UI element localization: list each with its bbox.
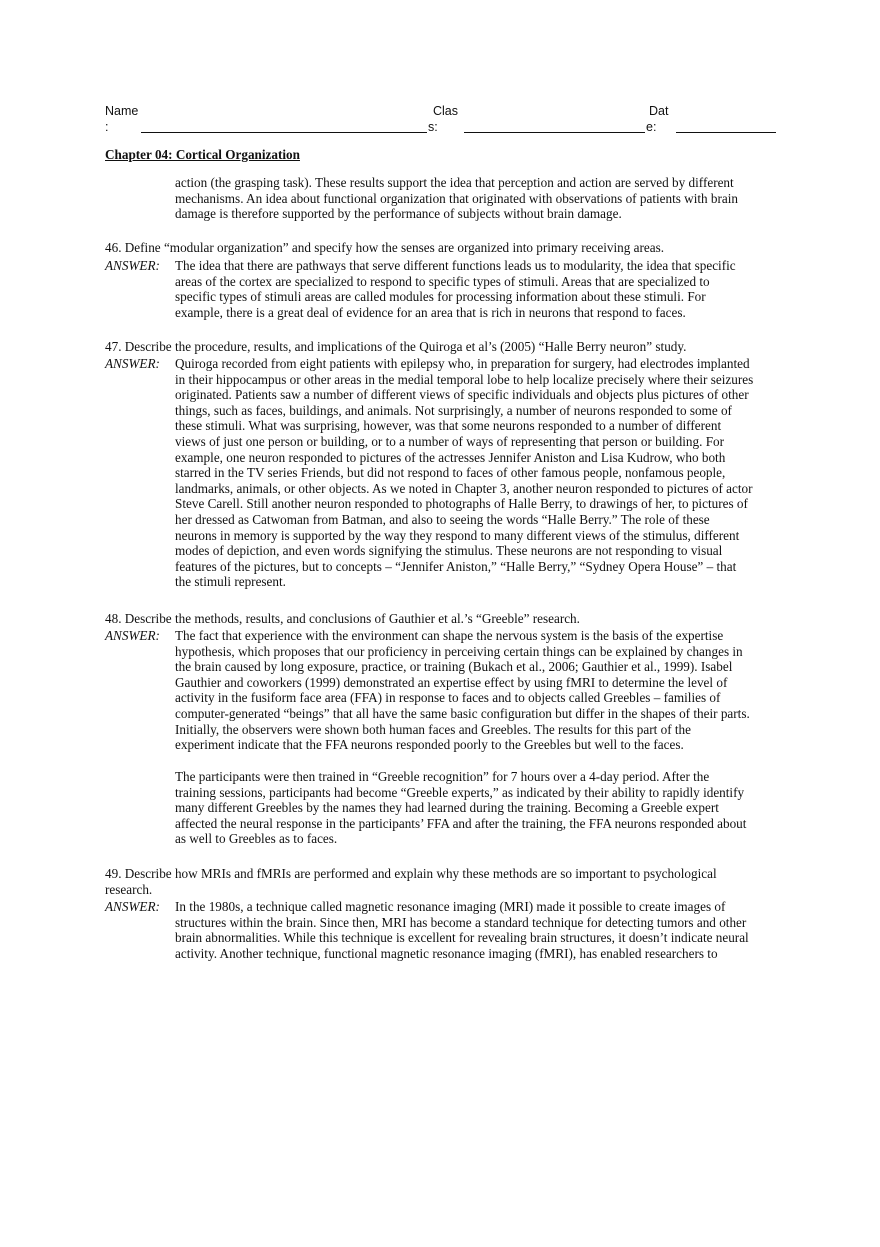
- text-line: Steve Carell. Still another neuron responded to photographs of Halle Berry, to drawings of her, to pictures of: [175, 496, 748, 512]
- text-line: brain abnormalities. While this technique is excellent for revealing brain structures, it doesn’t indicate neural: [175, 930, 749, 946]
- text-line: hypothesis, which proposes that our proficiency in perceiving certain things can be explained by changes in: [175, 643, 743, 659]
- question-48: [105, 611, 580, 627]
- text-line: these stimuli. What was surprising, however, was that some neurons responded to a number of different: [175, 418, 722, 434]
- question-text: research.: [105, 881, 153, 897]
- text-line: starred in the TV series Friends, but did not respond to faces of other famous people, nonfamous people,: [175, 465, 726, 481]
- text-line: Initially, the observers were shown both human faces and Greebles. The results for this part of the: [175, 721, 691, 737]
- question-text: 48. Describe the methods, results, and conclusions of Gauthier et al.’s “Greeble” research.: [105, 611, 580, 626]
- text-line: mechanisms. An idea about functional organization that originated with observations of patients with brain: [175, 190, 739, 206]
- text-line: In the 1980s, a technique called magnetic resonance imaging (MRI) made it possible to create images of: [175, 899, 726, 914]
- question-47: [105, 339, 686, 355]
- name-field-line[interactable]: [141, 132, 427, 133]
- class-label-bottom: s:: [428, 120, 438, 134]
- date-label: [646, 103, 668, 135]
- text-line: the stimuli represent.: [175, 574, 286, 590]
- text-line: landmarks, animals, or other objects. As we noted in Chapter 3, another neuron responded to pictures of actor: [175, 480, 753, 496]
- text-line: structures within the brain. Since then, MRI has become a standard technique for detecting tumors and other: [175, 914, 747, 930]
- text-line: The participants were then trained in “Greeble recognition” for 7 hours over a 4-day period. After the: [175, 769, 710, 784]
- question-text: 49. Describe how MRIs and fMRIs are performed and explain why these methods are so important to psychological: [105, 866, 717, 881]
- text-line: specific types of stimuli areas are called modules for processing information about these stimuli. For: [175, 289, 706, 305]
- name-label-bottom: :: [105, 120, 109, 134]
- question-text: 47. Describe the procedure, results, and implications of the Quiroga et al’s (2005) “Halle Berry neuron” study.: [105, 339, 687, 354]
- text-line: activity. Another technique, functional magnetic resonance imaging (fMRI), has enabled researchers to: [175, 945, 718, 961]
- date-label-bottom: e:: [646, 120, 657, 134]
- answer-48-continued: [175, 769, 815, 847]
- question-46: [105, 240, 664, 256]
- answer-49: [175, 899, 815, 961]
- answer-47: [175, 356, 815, 590]
- text-line: her dressed as Catwoman from Batman, and also to seeing the words “Halle Berry.” The role of these: [175, 511, 710, 527]
- answer-label: ANSWER:: [105, 628, 160, 643]
- text-line: example, there is a great deal of evidence for an area that is rich in neurons that respond to faces.: [175, 304, 686, 320]
- text-line: damage is therefore supported by the performance of subjects without brain damage.: [175, 206, 622, 222]
- name-label: [105, 103, 138, 135]
- text-line: views of just one person or building, or to a number of ways of representing that person or building. For: [175, 433, 725, 449]
- text-line: Gauthier and coworkers (1999) demonstrated an expertise effect by using fMRI to determine the level of: [175, 674, 728, 690]
- text-line: areas of the cortex are specialized to respond to specific types of stimuli. Areas that are specialized to: [175, 273, 710, 289]
- text-line: the brain caused by long exposure, practice, or training (Bukach et al., 2006; Gauthier et al., 1999). Isabel: [175, 659, 733, 675]
- answer-46: [175, 258, 815, 320]
- chapter-title: Chapter 04: Cortical Organization: [105, 147, 300, 162]
- text-line: modes of depiction, and even words signifying the stimulus. These neurons are not responding to visual: [175, 543, 723, 559]
- text-line: in their hippocampus or other areas in the medial temporal lobe to help localize precisely where their seizures: [175, 371, 754, 387]
- continued-answer: [175, 175, 815, 222]
- question-49: [105, 866, 717, 897]
- text-line: many different Greebles by the names they had learned during the training. Becoming a Greeble expert: [175, 800, 719, 816]
- date-label-top: Dat: [649, 104, 669, 118]
- text-line: things, such as faces, buildings, and animals. Not surprisingly, a number of neurons responded to some of: [175, 402, 732, 418]
- answer-label: ANSWER:: [105, 356, 160, 371]
- text-line: affected the neural response in the participants’ FFA and after the training, the FFA neurons responded about: [175, 815, 747, 831]
- text-line: action (the grasping task). These results support the idea that perception and action are served by different: [175, 175, 734, 190]
- answer-label: ANSWER:: [105, 258, 160, 273]
- answer-label: ANSWER:: [105, 899, 160, 914]
- class-label-top: Clas: [433, 104, 459, 118]
- class-label: [428, 103, 458, 135]
- text-line: experiment indicate that the FFA neurons responded poorly to the Greebles but well to the faces.: [175, 737, 684, 753]
- text-line: features of the pictures, but to concepts – “Jennifer Aniston,” “Halle Berry,” “Sydney Opera House” – that: [175, 558, 737, 574]
- text-line: originated. Patients saw a number of different views of specific individuals and objects plus pictures of other: [175, 387, 749, 403]
- text-line: training sessions, participants had become “Greeble experts,” as indicated by their ability to rapidly identify: [175, 784, 745, 800]
- name-label-top: Name: [105, 104, 139, 118]
- text-line: neurons in memory is supported by the way they respond to many different views of the stimulus, different: [175, 527, 740, 543]
- text-line: computer-generated “beings” that all have the same basic configuration but differ in the shapes of their parts.: [175, 705, 750, 721]
- class-field-line[interactable]: [464, 132, 645, 133]
- answer-48: [175, 628, 815, 753]
- text-line: The fact that experience with the environment can shape the nervous system is the basis of the expertise: [175, 628, 724, 643]
- date-field-line[interactable]: [676, 132, 776, 133]
- text-line: Quiroga recorded from eight patients with epilepsy who, in preparation for surgery, had electrodes implanted: [175, 356, 750, 371]
- text-line: The idea that there are pathways that serve different functions leads us to modularity, the idea that specific: [175, 258, 736, 273]
- text-line: activity in the fusiform face area (FFA) in response to faces and to objects called Greebles – families of: [175, 690, 721, 706]
- question-text: 46. Define “modular organization” and specify how the senses are organized into primary receiving areas.: [105, 240, 665, 255]
- text-line: example, one neuron responded to pictures of the actresses Jennifer Aniston and Lisa Kudrow, who both: [175, 449, 726, 465]
- text-line: as well to Greebles as to faces.: [175, 831, 338, 847]
